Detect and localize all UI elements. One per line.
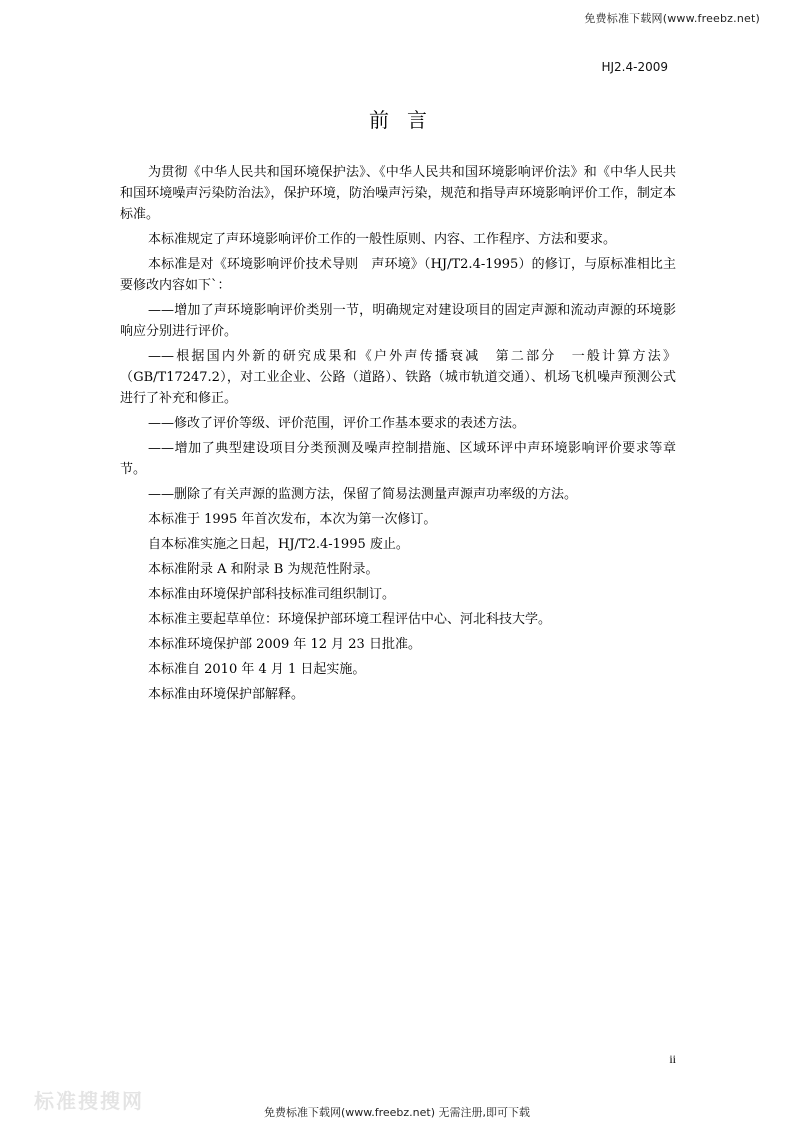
paragraph: 本标准自 2010 年 4 月 1 日起实施。	[148, 662, 366, 677]
watermark-logo: 标准搜搜网	[34, 1089, 144, 1113]
paragraph: 本标准由环境保护部解释。	[148, 687, 305, 702]
paragraph: 本标准是对《环境影响评价技术导则 声环境》（HJ/T2.4-1995）的修订，与原标准相比主要修改内容如下`：	[120, 257, 676, 293]
paragraph: ——根据国内外新的研究成果和《户外声传播衰减 第二部分 一般计算方法》（GB/T17247.2），对工业企业、公路（道路）、铁路（城市轨道交通）、机场飞机噪声预测公式进行了补充和修正。	[120, 349, 676, 406]
paragraph: 本标准附录 A 和附录 B 为规范性附录。	[148, 562, 379, 577]
paragraph: 为贯彻《中华人民共和国环境保护法》、《中华人民共和国环境影响评价法》和《中华人民共和国环境噪声污染防治法》，保护环境，防治噪声污染，规范和指导声环境影响评价工作，制定本标准。	[120, 165, 676, 222]
paragraph: 本标准由环境保护部科技标准司组织制订。	[148, 587, 396, 602]
page-number: ii	[669, 1052, 676, 1066]
page-title: 前言	[369, 108, 445, 132]
paragraph: 本标准规定了声环境影响评价工作的一般性原则、内容、工作程序、方法和要求。	[148, 232, 617, 247]
paragraph: ——修改了评价等级、评价范围，评价工作基本要求的表述方法。	[148, 416, 526, 431]
paragraph: ——删除了有关声源的监测方法，保留了简易法测量声源声功率级的方法。	[148, 487, 578, 502]
paragraph: 本标准主要起草单位：环境保护部环境工程评估中心、河北科技大学。	[148, 612, 552, 627]
foreword-body	[120, 162, 676, 709]
paragraph: 自本标准实施之日起，HJ/T2.4-1995 废止。	[148, 537, 409, 552]
paragraph: 本标准环境保护部 2009 年 12 月 23 日批准。	[148, 637, 421, 652]
site-banner-bottom: 免费标准下载网(www.freebz.net) 无需注册,即可下载	[263, 1106, 531, 1119]
standard-code: HJ2.4-2009	[601, 60, 668, 74]
paragraph: ——增加了典型建设项目分类预测及噪声控制措施、区域环评中声环境影响评价要求等章节。	[120, 441, 676, 477]
paragraph: 本标准于 1995 年首次发布，本次为第一次修订。	[148, 512, 437, 527]
site-banner-top: 免费标准下载网(www.freebz.net)	[584, 12, 760, 25]
paragraph: ——增加了声环境影响评价类别一节，明确规定对建设项目的固定声源和流动声源的环境影响应分别进行评价。	[120, 303, 676, 339]
